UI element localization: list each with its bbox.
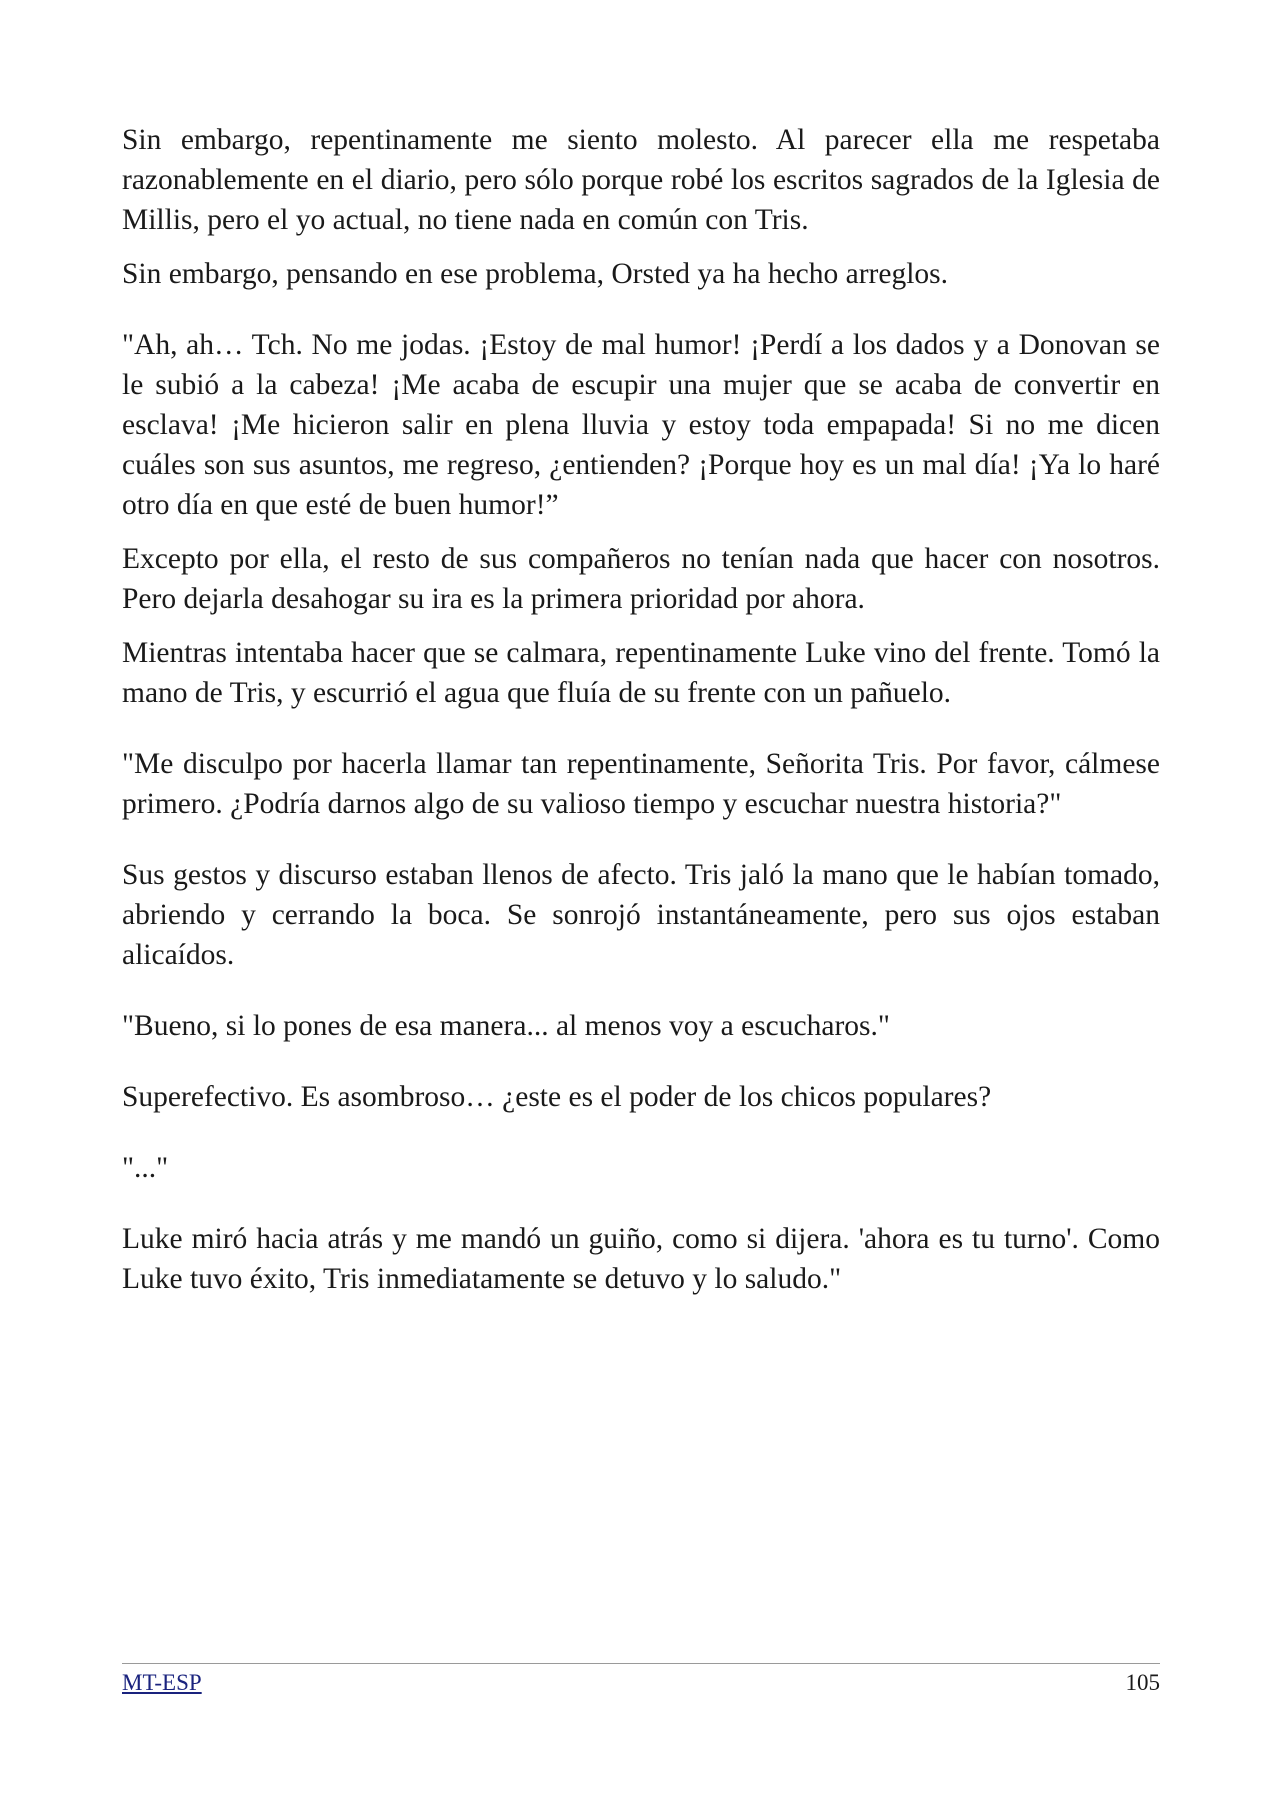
- paragraph-5: Mientras intentaba hacer que se calmara, repentinamente Luke vino del frente. Tomó la mano de Tris, y escurrió el agua que fluía de su frente con un pañuelo.: [122, 637, 1160, 709]
- paragraph-2: Sin embargo, pensando en ese problema, Orsted ya ha hecho arreglos.: [122, 258, 949, 290]
- paragraph-11: Luke miró hacia atrás y me mandó un guiño, como si dijera. 'ahora es tu turno'. Como Luke tuvo éxito, Tris inmediatamente se detuvo y lo saludo.": [122, 1223, 1160, 1295]
- page-footer: [122, 1663, 1160, 1696]
- footer-site-link[interactable]: MT-ESP: [122, 1670, 202, 1695]
- paragraph-1: Sin embargo, repentinamente me siento molesto. Al parecer ella me respetaba razonablemente en el diario, pero sólo porque robé los escritos sagrados de la Iglesia de Millis, pero el yo actual, no tiene nada en común con Tris.: [122, 124, 1160, 236]
- paragraph-10: "...": [122, 1152, 169, 1184]
- paragraph-6: "Me disculpo por hacerla llamar tan repentinamente, Señorita Tris. Por favor, cálmese primero. ¿Podría darnos algo de su valioso tiempo y escuchar nuestra historia?": [122, 748, 1160, 820]
- page-number: 105: [1125, 1670, 1160, 1695]
- paragraph-8: "Bueno, si lo pones de esa manera... al menos voy a escucharos.": [122, 1010, 890, 1042]
- paragraph-9: Superefectivo. Es asombroso… ¿este es el poder de los chicos populares?: [122, 1081, 992, 1113]
- page-body: [122, 120, 1160, 1299]
- paragraph-3: "Ah, ah… Tch. No me jodas. ¡Estoy de mal humor! ¡Perdí a los dados y a Donovan se le subió a la cabeza! ¡Me acaba de escupir una mujer que se acaba de convertir en esclava! ¡Me hicieron salir en plena lluvia y estoy toda empapada! Si no me dicen cuáles son sus asuntos, me regreso, ¿entienden? ¡Porque hoy es un mal día! ¡Ya lo haré otro día en que esté de buen humor!”: [122, 329, 1160, 521]
- paragraph-4: Excepto por ella, el resto de sus compañeros no tenían nada que hacer con nosotros. Pero dejarla desahogar su ira es la primera prioridad por ahora.: [122, 543, 1160, 615]
- paragraph-7: Sus gestos y discurso estaban llenos de afecto. Tris jaló la mano que le habían tomado, abriendo y cerrando la boca. Se sonrojó instantáneamente, pero sus ojos estaban alicaídos.: [122, 859, 1160, 971]
